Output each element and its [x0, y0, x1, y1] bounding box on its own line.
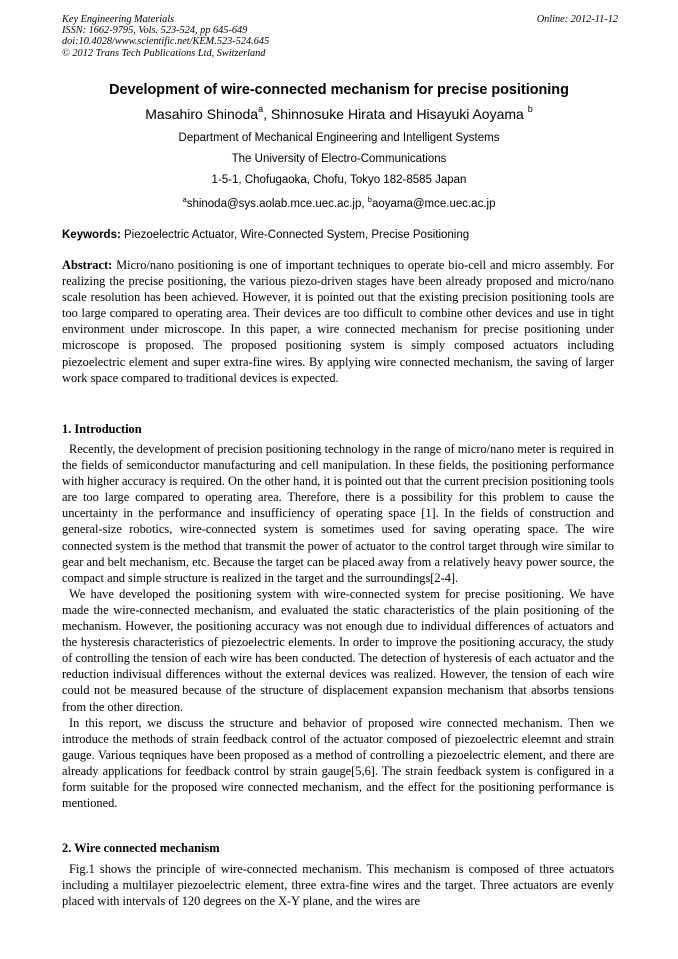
email-sup: b	[367, 195, 372, 204]
author-sup: b	[527, 104, 533, 114]
author-name: Shinnosuke Hirata and Hisayuki Aoyama	[270, 106, 524, 122]
abstract	[62, 257, 614, 386]
paragraph: In this report, we discuss the structure and behavior of proposed wire connected mechanism. Then we introduce the methods of strain feedback control of the actuator composed of piezoelectric eleemnt and strain gauge. Various teqniques have been proposed as a method of controlling a piezoelectric element, and there are already applications for feedback control by strain gauge[5,6]. The strain feedback system is configured in a form suitable for the proposed wire connected mechanism, and the effect for the positioning performance is mentioned.	[62, 715, 614, 811]
copyright-line: © 2012 Trans Tech Publications Ltd, Switzerland	[62, 47, 266, 59]
abstract-text: Micro/nano positioning is one of important techniques to operate bio-cell and micro assembly. For realizing the precise positioning, the various piezo-driven stages have been already proposed and micro/nano scale resolution has been achieved. However, it is pointed out that the existing precision positioning tools are too large compared to operating area. Their devices are too difficult to combine other devices and use in tight environment under microscope. In this paper, a wire connected mechanism for precise positioning under microscope is proposed. The proposed positioning system is simply composed actuators including piezoelectric element and super extra-fine wires. By applying wire connected mechanism, the saving of larger work space compared to traditional devices is expected.	[62, 258, 614, 385]
keywords-label: Keywords:	[62, 229, 121, 241]
affiliation-line: 1-5-1, Chofugaoka, Chofu, Tokyo 182-8585 Japan	[211, 174, 467, 186]
journal-name: Key Engineering Materials	[62, 14, 175, 25]
introduction-body	[62, 441, 614, 811]
author-list	[40, 104, 638, 122]
paper-title: Development of wire-connected mechanism for precise positioning	[109, 82, 569, 98]
email-b: aoyama@mce.uec.ac.jp	[371, 198, 496, 210]
email-line	[40, 195, 638, 210]
wire-mechanism-body	[62, 861, 614, 909]
section-heading-introduction: 1. Introduction	[62, 422, 142, 436]
author-separator: ,	[263, 106, 271, 122]
journal-header	[62, 14, 618, 59]
keywords-text: Piezoelectric Actuator, Wire-Connected System, Precise Positioning	[120, 229, 470, 241]
author-name: Masahiro Shinoda	[145, 106, 259, 122]
affiliation-line: The University of Electro-Communications	[231, 153, 447, 165]
paragraph: Recently, the development of precision positioning technology in the range of micro/nano meter is required in the fields of semiconductor manufacturing and cell manipulation. In these fields, the positioning performance with higher accuracy is required. On the other hand, it is pointed out that the current precision positioning tools are too large compared to operating area. Therefore, there is a possibility for this problem to cause the uncertainty in the performance and insufficiency of operating space [1]. In the fields of construction and general-size robotics, wire-connected system is sometimes used for saving operating space. The wire connected system is the method that transmit the power of actuator to the control target through wire similar to gear and belt mechanism, etc. Because the target can be placed away from a relatively heavy power source, the compact and simple structure is realized in the target and the surroundings[2-4].	[62, 442, 614, 585]
section-heading-wire-mechanism: 2. Wire connected mechanism	[62, 841, 220, 855]
affiliation-line: Department of Mechanical Engineering and Intelligent Systems	[178, 132, 500, 144]
email-sup: a	[182, 195, 187, 204]
email-a: shinoda@sys.aolab.mce.uec.ac.jp,	[186, 198, 368, 210]
issn-line: ISSN: 1662-9795, Vols. 523-524, pp 645-649	[62, 25, 248, 37]
online-date: Online: 2012-11-12	[536, 14, 618, 25]
abstract-label: Abstract:	[62, 258, 113, 272]
author-sup: a	[258, 104, 264, 114]
doi-line: doi:10.4028/www.scientific.net/KEM.523-524.645	[62, 36, 270, 48]
paragraph: We have developed the positioning system with wire-connected system for precise positioning. We have made the wire-connected mechanism, and evaluated the static characteristics of the plain positioning of the mechanism. However, the positioning accuracy was not enough due to individual differences of actuators and the hysteresis characteristics of piezoelectric elements. In order to improve the positioning accuracy, the study of controlling the tension of each wire has been conducted. The detection of hysteresis of each actuator and the reduction indivisual differences without the external devices was realized. However, the tension of each wire could not be measured because of the structure of displacement expansion mechanism that absorbs tensions from the other direction.	[62, 586, 614, 714]
keywords-line	[62, 229, 469, 241]
paragraph: Fig.1 shows the principle of wire-connected mechanism. This mechanism is composed of three actuators including a multilayer piezoelectric element, three extra-fine wires and the target. Three actuators are evenly placed with intervals of 120 degrees on the X-Y plane, and the wires are	[62, 862, 614, 909]
